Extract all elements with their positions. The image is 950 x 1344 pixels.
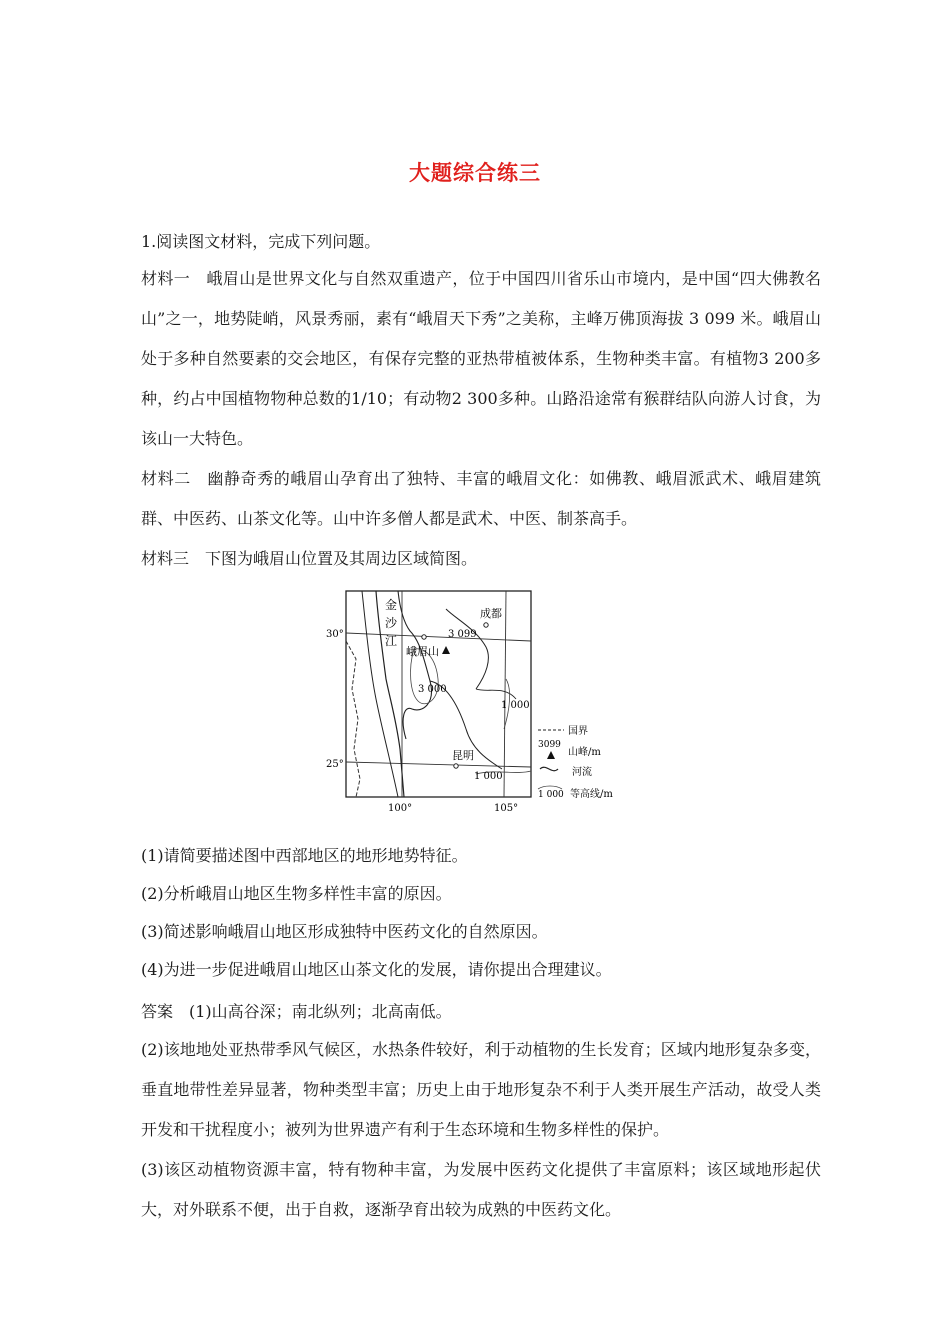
legend-contour-num: 1 000	[538, 790, 564, 800]
material-two: 材料二 幽静奇秀的峨眉山孕育出了独特、丰富的峨眉文化：如佛教、峨眉派武术、峨眉建筑群、中医药、山茶文化等。山中许多僧人都是武术、中医、制茶高手。	[141, 469, 821, 528]
answer-1: 答案 (1)山高谷深；南北纵列；北高南低。	[141, 1002, 452, 1021]
city-chengdu-label: 成都	[480, 607, 502, 620]
question-block	[141, 232, 821, 579]
legend-peak-label: 山峰/m	[568, 747, 601, 758]
region-map	[326, 589, 626, 817]
legend-peak-num: 3099	[538, 740, 561, 750]
question-intro: 1.阅读图文材料，完成下列问题。	[141, 232, 381, 251]
page-title: 大题综合练三	[409, 161, 541, 185]
peak-elev-label: 3 099	[448, 629, 477, 640]
contour-3000-label: 3 000	[418, 684, 447, 695]
lat-30-label: 30°	[326, 629, 344, 640]
parallel-25	[346, 762, 531, 767]
sub-question: (4)为进一步促进峨眉山地区山茶文化的发展，请你提出合理建议。	[141, 960, 612, 979]
lat-25-label: 25°	[326, 759, 344, 770]
lon-100-label: 100°	[388, 803, 413, 814]
city-dot	[422, 635, 426, 639]
peak-name-label: 峨眉山	[406, 645, 439, 658]
sub-questions	[141, 846, 821, 998]
legend-river-icon	[540, 767, 558, 770]
answer-2: (2)该地地处亚热带季风气候区，水热条件较好，利于动植物的生长发育；区域内地形复杂多变，垂直地带性差异显著，物种类型丰富；历史上由于地形复杂不利于人类开展生产活动，故受人类开发和干扰程度小；被列为世界遗产有利于生态环境和生物多样性的保护。	[141, 1040, 821, 1139]
contour-1000-label-a: 1 000	[501, 700, 530, 711]
material-three: 材料三 下图为峨眉山位置及其周边区域简图。	[141, 549, 478, 568]
legend-contour-label: 等高线/m	[570, 789, 613, 800]
contour-1000-label-b: 1 000	[474, 771, 503, 782]
sub-question: (3)简述影响峨眉山地区形成独特中医药文化的自然原因。	[141, 922, 548, 941]
sub-question: (2)分析峨眉山地区生物多样性丰富的原因。	[141, 884, 452, 903]
lon-105-label: 105°	[494, 803, 519, 814]
national-border	[346, 641, 360, 797]
river-label-jin: 金	[385, 598, 398, 612]
legend-river-label: 河流	[572, 767, 592, 778]
river-east	[398, 591, 431, 739]
region-map-svg	[326, 589, 626, 817]
legend-peak-icon	[547, 751, 555, 759]
map-legend	[538, 725, 613, 800]
river-label-sha: 沙	[385, 616, 398, 630]
parallel-30	[346, 633, 531, 641]
material-one: 材料一 峨眉山是世界文化与自然双重遗产，位于中国四川省乐山市境内，是中国“四大佛教名山”之一，地势陡峭，风景秀丽，素有“峨眉天下秀”之美称，主峰万佛顶海拔 3 099 米。峨眉山处于多种自然要素的交会地区，有保存完整的亚热带植被体系，生物种类丰富。有植物3 200多种，约占中国植物物种总数的1/10；有动物2 300多种。山路沿途常有猴群结队向游人讨食，为该山一大特色。	[141, 269, 821, 448]
legend-contour-icon	[538, 786, 562, 789]
chengdu-dot	[484, 623, 488, 627]
river-label-jiang: 江	[385, 634, 398, 648]
peak-marker	[442, 646, 450, 654]
legend-border-label: 国界	[568, 726, 588, 737]
kunming-dot	[454, 764, 458, 768]
answer-3: (3)该区动植物资源丰富，特有物种丰富，为发展中医药文化提供了丰富原料；该区域地形起伏大，对外联系不便，出于自救，逐渐孕育出较为成熟的中医药文化。	[141, 1160, 821, 1219]
answer-block	[141, 1000, 821, 1230]
sub-question: (1)请简要描述图中西部地区的地形地势特征。	[141, 846, 468, 865]
city-kunming-label: 昆明	[452, 749, 474, 762]
river-min	[446, 609, 488, 689]
